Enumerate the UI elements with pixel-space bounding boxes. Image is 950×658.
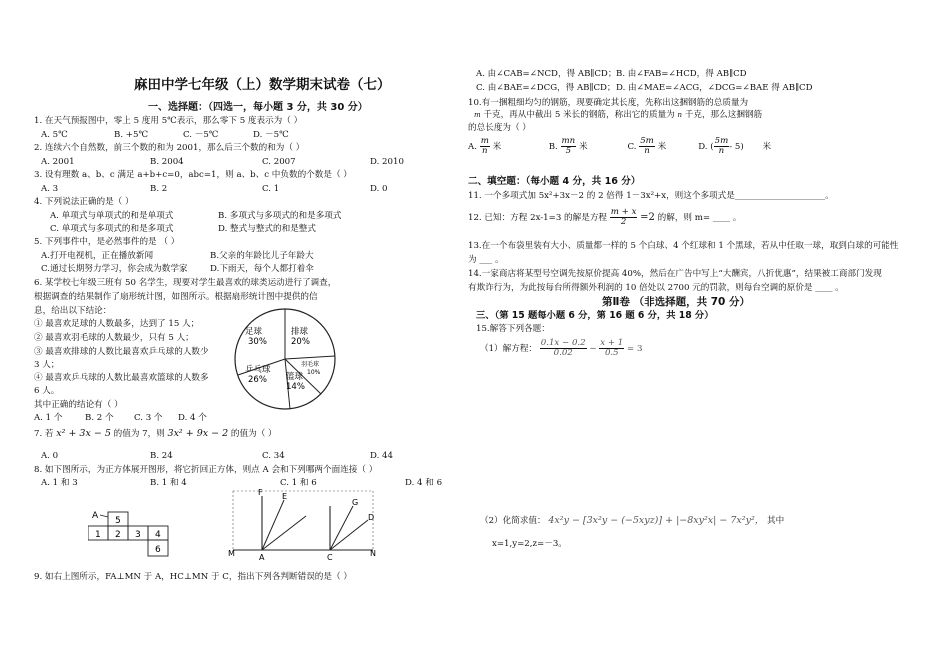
q9-stem: 9. 如右上图所示，FA⊥MN 于 A，HC⊥MN 于 C，指出下列各判断错误的是（ ） <box>34 572 352 582</box>
q10-n: n <box>677 111 683 119</box>
q10-line: 的总长度为（ ） <box>468 123 531 133</box>
pie-pct-football: 30% <box>248 337 267 347</box>
q4-option-c: C. 单项式与多项式的和是多项式 <box>50 224 174 234</box>
q6-line: ③ 最喜欢排球的人数比最喜欢乒乓球的人数少 <box>34 347 209 357</box>
q3-option-c: C. 1 <box>262 184 280 194</box>
q2-option-c: C. 2007 <box>262 157 296 167</box>
line-cg <box>330 506 353 550</box>
q12-suffix: 的解，则 m= ____ 。 <box>657 213 742 224</box>
q1-option-c: C. －5℃ <box>183 130 219 140</box>
pie-label-badminton: 羽毛球 <box>301 361 320 368</box>
q15-1-label: （1）解方程： <box>480 344 538 355</box>
q6-line: 6. 某学校七年级三班有 50 名学生，现要对学生最喜欢的球类运动进行了调查， <box>34 278 337 288</box>
pie-pct-volleyball: 20% <box>291 337 310 347</box>
q4-option-a: A. 单项式与单项式的和是单项式 <box>50 211 174 221</box>
q5-stem: 5. 下列事件中，是必然事件的是 （ ） <box>34 237 180 247</box>
q6-option-a: A. 1 个 <box>34 413 63 423</box>
unit: 米 <box>657 142 667 153</box>
pie-chart-figure <box>230 304 340 414</box>
section2-heading: 二、填空题：（每小题 4 分，共 16 分） <box>468 176 641 187</box>
q10-m: m <box>474 111 481 119</box>
q8-option-d: D. 4 和 6 <box>405 478 443 488</box>
fig-label-m: M <box>228 549 235 558</box>
q4-option-b: B. 多项式与多项式的和是多项式 <box>218 211 342 221</box>
section3-heading: 三、（第 15 题每小题 6 分，第 16 题 6 分，共 18 分） <box>476 310 714 321</box>
q10-options <box>468 137 771 156</box>
pie-pct-pingpong: 26% <box>248 375 267 385</box>
line-cd <box>330 520 368 550</box>
pie-label-basketball: 篮球 <box>286 372 304 382</box>
denominator: n <box>718 146 725 157</box>
pie-label-pingpong: 乒乓球 <box>245 365 271 375</box>
q4-stem: 4. 下列说法正确的是（ ） <box>34 197 134 207</box>
q6-option-c: C. 3 个 <box>134 413 163 423</box>
q10-line2-a: 千克，再从中截出 5 米长的钢筋，称出它的质量为 <box>483 110 675 120</box>
q7-expr2: 3x² + 9x − 2 <box>167 428 229 439</box>
fraction <box>714 137 730 156</box>
fig-label-n: N <box>370 549 376 558</box>
line-ae <box>262 500 284 550</box>
denominator: 0.5 <box>604 348 619 359</box>
fraction <box>639 137 655 156</box>
q10-line: 10.有一捆粗细均匀的钢筋，现要确定其长度，先称出这捆钢筋的总质量为 <box>468 98 749 108</box>
q10-option-c <box>627 137 695 156</box>
q7-stem <box>34 429 277 439</box>
q9-option-d: D. 由∠MAE=∠ACG，∠DCG=∠BAE 得 AB∥CD <box>616 83 813 93</box>
q4-option-d: D. 整式与整式的和是整式 <box>218 224 316 234</box>
q5-option-b: B.父亲的年龄比儿子年龄大 <box>210 251 314 261</box>
perpendicular-figure <box>228 486 378 566</box>
option-label: A. <box>468 142 477 153</box>
fraction <box>561 137 577 156</box>
pie-pct-badminton: 10% <box>307 369 321 376</box>
q15-2-expr: 4x²y − [3x²y − (−5xyz)] + |−8xy²x| − 7x²y²， <box>548 515 765 526</box>
numerator: 5m <box>714 136 729 146</box>
option-label: D. <box>698 142 708 153</box>
q8-option-c: C. 1 和 6 <box>280 478 317 488</box>
q6-line: ④ 最喜欢乒乓球的人数比最喜欢篮球的人数多 <box>34 373 209 383</box>
q7-option-d: D. 44 <box>370 451 393 461</box>
option-suffix: - 5) <box>729 142 744 153</box>
q14-line: 有欺诈行为，为此按每台所得额外利润的 10 倍处以 2700 元的罚款，则每台空调的原价是 ____ 。 <box>468 283 844 293</box>
option-label: B. <box>548 142 558 153</box>
denominator: 0.02 <box>553 348 573 359</box>
q15-1-fraction1 <box>540 339 587 358</box>
net-face-label: 6 <box>155 545 161 555</box>
q12-eq: =2 <box>640 212 655 224</box>
q6-line: ① 最喜欢足球的人数最多，达到了 15 人； <box>34 319 200 329</box>
section1-heading: 一、选择题：（四选一，每小题 3 分，共 30 分） <box>148 102 368 113</box>
net-face-label: 3 <box>135 530 141 540</box>
q3-option-a: A. 3 <box>41 184 59 194</box>
q15-2-condition: x=1,y=2,z=－3。 <box>492 539 567 549</box>
q6-line: 6 人。 <box>34 386 60 396</box>
denominator: 2 <box>620 217 627 228</box>
fig-label-f: F <box>258 488 263 497</box>
pie-pct-basketball: 14% <box>286 382 305 392</box>
numerator: m + x <box>610 207 637 217</box>
unit: 米 <box>762 142 772 153</box>
q6-option-d: D. 4 个 <box>178 413 207 423</box>
q8-option-b: B. 1 和 4 <box>150 478 187 488</box>
q6-line: 息，给出以下结论： <box>34 306 112 316</box>
q7-option-c: C. 34 <box>262 451 285 461</box>
numerator: 0.1x − 0.2 <box>540 338 586 348</box>
q6-line: 其中正确的结论有（ ） <box>34 400 123 410</box>
net-face-label: 5 <box>115 516 121 526</box>
q11: 11. 一个多项式加 5x²+3x－2 的 2 倍得 1－3x²+x，则这个多项式是_____________________。 <box>468 191 834 201</box>
q3-option-b: B. 2 <box>150 184 168 194</box>
q6-option-b: B. 2 个 <box>85 413 114 423</box>
fig-label-a: A <box>259 553 265 562</box>
q9-option-a: A. 由∠CAB=∠NCD，得 AB∥CD； <box>476 69 617 79</box>
net-face-label: 1 <box>95 530 101 540</box>
q15-1-eq: = 3 <box>627 344 643 355</box>
q2-stem: 2. 连续六个自然数，前三个数的和为 2001，那么后三个数的和为（ ） <box>34 143 305 153</box>
q15-2-tail: 其中 <box>767 516 785 526</box>
numerator: x + 1 <box>600 338 624 348</box>
fraction <box>480 137 490 156</box>
q15-title: 15.解答下列各题： <box>476 324 550 334</box>
denominator: n <box>481 146 488 157</box>
q8-stem: 8. 如下图所示，为正方体展开图形，将它折回正方体，则点 A 会和下列哪两个面连接（ ） <box>34 465 378 475</box>
q12 <box>468 208 741 227</box>
q7-mid: 的值为 7，则 <box>113 429 165 439</box>
q2-option-d: D. 2010 <box>370 157 404 167</box>
fig-label-e: E <box>282 492 288 501</box>
numerator: mn <box>561 136 576 146</box>
exam-title: 麻田中学七年级（上）数学期末试卷（七） <box>134 77 391 93</box>
q10-line2-b: 千克，那么这捆钢筋 <box>684 110 763 120</box>
q10-option-a <box>468 137 546 156</box>
pie-label-football: 足球 <box>245 327 263 337</box>
q10-option-b <box>549 137 625 156</box>
line-ab <box>262 516 306 550</box>
q12-fraction <box>610 208 638 227</box>
q15-1-minus: − <box>589 344 597 355</box>
q7-prefix: 7. 若 <box>34 429 54 439</box>
fig-label-c: C <box>327 553 333 562</box>
q15-1-fraction2 <box>599 339 624 358</box>
q1-option-d: D. －5℃ <box>253 130 289 140</box>
q1-option-a: A. 5℃ <box>41 130 68 140</box>
q5-option-a: A.打开电视机，正在播放新闻 <box>41 251 154 261</box>
q3-option-d: D. 0 <box>370 184 388 194</box>
q5-option-d: D.下雨天，每个人都打着伞 <box>210 264 314 274</box>
q2-option-b: B. 2004 <box>150 157 184 167</box>
q10-option-d: D. ( $\frac{5m}{n}$ - 5) 米 <box>698 136 772 157</box>
fig-label-d: D <box>368 513 375 522</box>
q14-line: 14.一家商店将某型号空调先按原价提高 40%，然后在广告中写上“大酬宾，八折优惠”，结果被工商部门发现 <box>468 269 882 279</box>
q1-stem: 1. 在天气预报图中，零上 5 度用 5℃表示，那么零下 5 度表示为（ ） <box>34 116 303 126</box>
fig-label-g: G <box>352 498 359 507</box>
q2-option-a: A. 2001 <box>41 157 75 167</box>
denominator: n <box>644 146 650 157</box>
q13-line: 13.在一个布袋里装有大小、质量都一样的 5 个白球、4 个红球和 1 个黑球，若从中任取一球，取到白球的可能性 <box>468 241 899 251</box>
q6-line: ② 最喜欢羽毛球的人数最少，只有 5 人； <box>34 333 194 343</box>
q7-expr1: x² + 3x − 5 <box>56 428 111 439</box>
pie-label-volleyball: 排球 <box>291 327 309 337</box>
numerator: m <box>480 136 489 146</box>
q7-suffix: 的值为（ ） <box>230 429 277 439</box>
option-label: C. <box>627 142 637 153</box>
q1-option-b: B. +5℃ <box>114 130 149 140</box>
denominator: 5 <box>565 146 572 157</box>
numerator: 5m <box>640 136 654 146</box>
q6-line: 根据调查的结果制作了扇形统计图，如图所示。根据扇形统计图中提供的信 <box>34 292 318 302</box>
q10-line2 <box>474 111 762 120</box>
q5-option-c: C.通过长期努力学习，你会成为数学家 <box>41 264 188 274</box>
q12-prefix: 12. 已知：方程 2x-1=3 的解是方程 <box>468 213 608 224</box>
q15-2-label: （2）化简求值： <box>480 516 546 526</box>
net-face-label: 4 <box>155 530 161 540</box>
q9-option-b: B. 由∠FAB=∠HCD，得 AB∥CD <box>616 69 747 79</box>
q6-line: 3 人； <box>34 360 60 370</box>
q7-option-a: A. 0 <box>41 451 59 461</box>
q7-option-b: B. 24 <box>150 451 173 461</box>
cube-net-figure <box>88 506 188 566</box>
q8-option-a: A. 1 和 3 <box>41 478 78 488</box>
unit: 米 <box>492 142 502 153</box>
net-face-label: 2 <box>115 530 121 540</box>
q15-1 <box>480 339 642 358</box>
q15-2 <box>480 516 784 526</box>
unit: 米 <box>578 142 588 153</box>
net-point-a: A <box>92 511 99 521</box>
q3-stem: 3. 设有理数 a、b、c 满足 a+b+c=0，abc=1，则 a、b、c 中负数的个数是（ ） <box>34 170 352 180</box>
net-pointer <box>100 515 108 517</box>
q13-line: 为 ___ 。 <box>468 255 504 265</box>
part2-heading: 第Ⅱ卷 （非选择题，共 70 分） <box>602 296 750 308</box>
q9-option-c: C. 由∠BAE=∠DCG，得 AB∥CD； <box>476 83 616 93</box>
